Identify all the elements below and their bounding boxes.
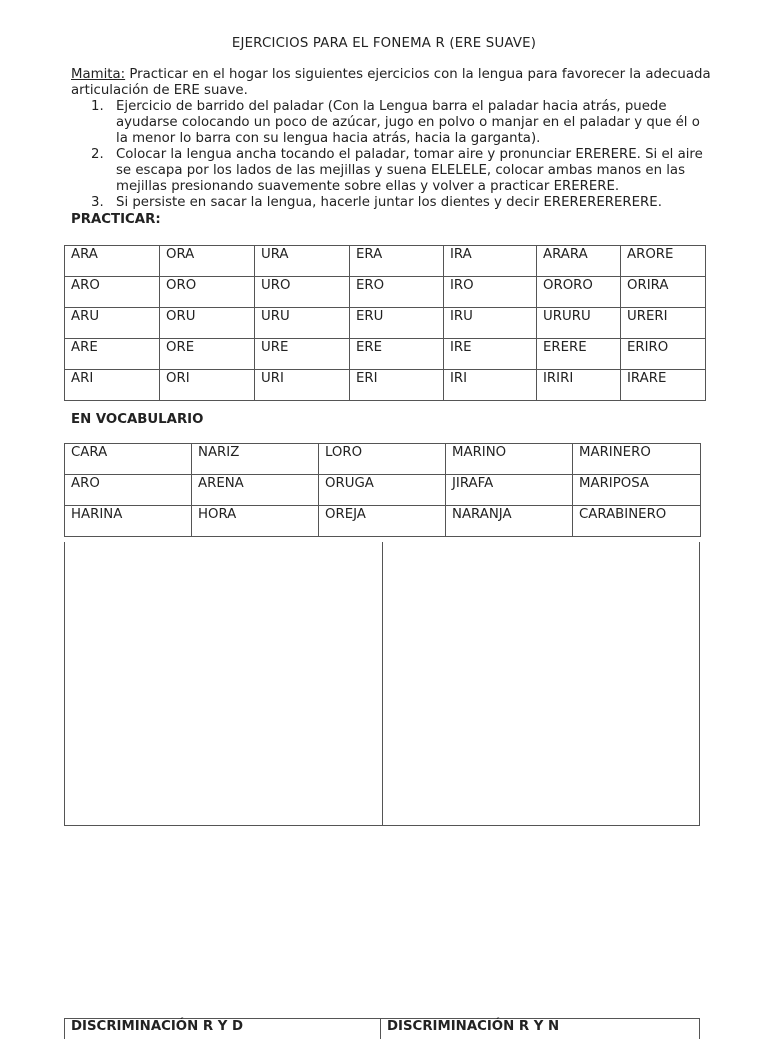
practice-table (64, 245, 706, 401)
step-text: Ejercicio de barrido del paladar (Con la Lengua barra el paladar hacia atrás, puede ayudarse colocando un poco de azúcar, jugo en polvo o manjar en el paladar y que él o la menor lo barra con su lengua hacia atrás, hacia la garganta). (116, 99, 700, 146)
table-cell: ERIRO (621, 339, 706, 370)
table-cell: IRARE (621, 370, 706, 401)
table-cell: LORO (319, 444, 446, 475)
table-cell: IRU (444, 308, 537, 339)
table-cell: ORIRA (621, 277, 706, 308)
table-cell: MARIPOSA (573, 475, 701, 506)
table-cell: CARA (65, 444, 192, 475)
step-number: 1. (91, 99, 104, 114)
table-cell: URI (255, 370, 350, 401)
step-text: Colocar la lengua ancha tocando el paladar, tomar aire y pronunciar ERERERE. Si el aire se escapa por los lados de las mejillas y suena ELELELE, colocar ambas manos en las mejillas presionando suavemente sobre ellas y volver a practicar ERERERE. (116, 147, 703, 194)
table-cell: ORO (160, 277, 255, 308)
list-item (91, 99, 711, 147)
discrimination-header-row (64, 1018, 700, 1038)
table-cell: IRI (444, 370, 537, 401)
table-cell: NARANJA (446, 506, 573, 537)
vocab-table (64, 443, 701, 537)
table-cell: MARINERO (573, 444, 701, 475)
table-cell: MARINO (446, 444, 573, 475)
table-cell: ERERE (537, 339, 621, 370)
table-cell: ARU (65, 308, 160, 339)
table-cell: ARORE (621, 246, 706, 277)
drawing-boxes (64, 542, 700, 826)
table-cell: URO (255, 277, 350, 308)
table-cell: IRE (444, 339, 537, 370)
table-cell: ORU (160, 308, 255, 339)
practice-heading: PRACTICAR: (71, 212, 161, 227)
table-cell: URERI (621, 308, 706, 339)
table-cell: URURU (537, 308, 621, 339)
list-item (91, 147, 711, 195)
table-cell: IRIRI (537, 370, 621, 401)
table-cell: ARA (65, 246, 160, 277)
table-cell: ERO (350, 277, 444, 308)
table-row (65, 277, 706, 308)
table-cell: ERI (350, 370, 444, 401)
table-cell: URE (255, 339, 350, 370)
table-cell: ARO (65, 277, 160, 308)
intro-paragraph (71, 67, 711, 99)
step-text: Si persiste en sacar la lengua, hacerle juntar los dientes y decir ERERERERERERE. (116, 195, 662, 210)
table-cell: HORA (192, 506, 319, 537)
table-cell: ORA (160, 246, 255, 277)
table-cell: ORE (160, 339, 255, 370)
table-cell: IRO (444, 277, 537, 308)
table-cell: ARO (65, 475, 192, 506)
table-row (65, 370, 706, 401)
table-cell: ERE (350, 339, 444, 370)
footer-cell: DISCRIMINACIÓN R Y D (64, 1019, 381, 1039)
table-cell: ORUGA (319, 475, 446, 506)
table-row (65, 444, 701, 475)
table-cell: JIRAFA (446, 475, 573, 506)
table-cell: URA (255, 246, 350, 277)
table-row (65, 475, 701, 506)
step-number: 3. (91, 195, 104, 210)
table-cell: NARIZ (192, 444, 319, 475)
table-cell: ARARA (537, 246, 621, 277)
table-row (65, 339, 706, 370)
table-cell: URU (255, 308, 350, 339)
table-cell: OREJA (319, 506, 446, 537)
intro-label: Mamita: (71, 67, 126, 82)
table-cell: ORORO (537, 277, 621, 308)
vocab-heading: EN VOCABULARIO (71, 412, 204, 427)
table-cell: HARINA (65, 506, 192, 537)
step-number: 2. (91, 147, 104, 162)
table-row (65, 308, 706, 339)
box-divider (382, 542, 383, 825)
table-row (65, 506, 701, 537)
table-row (65, 246, 706, 277)
table-cell: CARABINERO (573, 506, 701, 537)
table-cell: ARI (65, 370, 160, 401)
list-item (91, 195, 711, 211)
steps-list (91, 99, 711, 211)
page-title: EJERCICIOS PARA EL FONEMA R (ERE SUAVE) (231, 36, 537, 51)
table-cell: ERA (350, 246, 444, 277)
table-cell: ARE (65, 339, 160, 370)
table-cell: IRA (444, 246, 537, 277)
footer-cell: DISCRIMINACIÓN R Y N (381, 1019, 700, 1039)
intro-text: Practicar en el hogar los siguientes ejercicios con la lengua para favorecer la adecuada articulación de ERE suave. (71, 67, 711, 98)
table-cell: ARENA (192, 475, 319, 506)
table-cell: ERU (350, 308, 444, 339)
table-cell: ORI (160, 370, 255, 401)
